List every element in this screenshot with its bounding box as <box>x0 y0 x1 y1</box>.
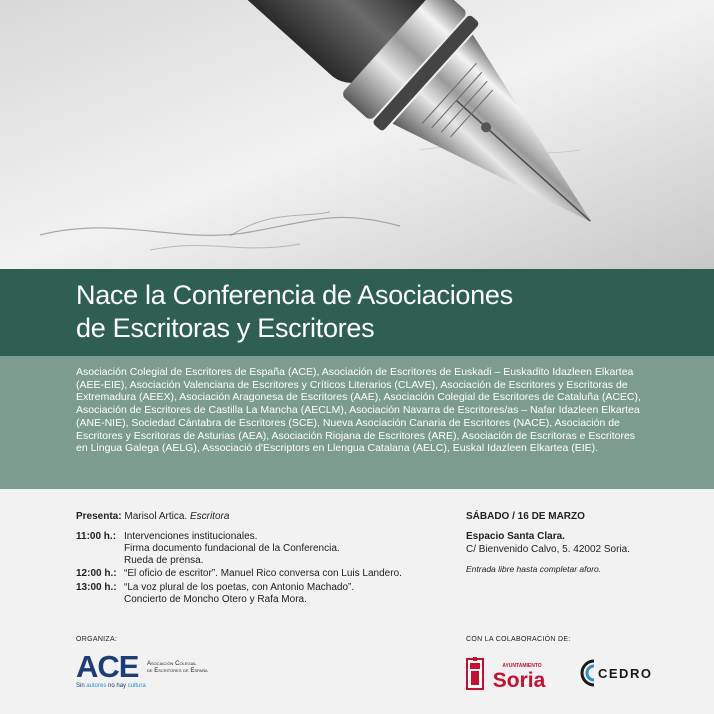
ace-full-name: Asociación Colegial de Escritores de España <box>147 661 208 674</box>
organiza-label: ORGANIZA: <box>76 636 118 643</box>
ayuntamiento-soria-logo <box>466 656 556 692</box>
soria-logo-text: Soria <box>492 669 546 692</box>
schedule-line: “El oficio de escritor”. Manuel Rico conversa con Luis Landero. <box>124 568 402 580</box>
schedule-time: 11:00 h.: <box>76 531 117 542</box>
schedule-item <box>76 582 402 606</box>
ace-tagline: Sin autores no hay cultura <box>76 683 146 689</box>
page-title <box>76 279 696 345</box>
event-venue: Espacio Santa Clara. <box>466 531 565 542</box>
schedule-line: Intervenciones institucionales. <box>124 531 258 542</box>
hero-pen-image <box>0 0 714 269</box>
cedro-logo-text: CEDRO <box>598 666 653 681</box>
title-line-2: de Escritoras y Escritores <box>76 313 375 343</box>
event-address: C/ Bienvenido Calvo, 5. 42002 Soria. <box>466 544 630 555</box>
schedule-item <box>76 568 402 580</box>
schedule <box>76 531 402 608</box>
schedule-time: 13:00 h.: <box>76 582 117 594</box>
presenter-name: Marisol Artica. <box>124 511 188 522</box>
schedule-line: Concierto de Moncho Otero y Rafa Mora. <box>124 593 307 605</box>
soria-shield-icon <box>467 657 483 689</box>
associations-list: Asociación Colegial de Escritores de España (ACE), Asociación de Escritores de Euskadi – Euskadito Idazleen Elkartea (AEE-EIE), Asociación Valenciana de Escritores y Críticos Literarios (CLAVE), Asociación de Escritores y Escritoras de Extremadura (AEEX), Asociación Aragonesa de Escritores (AAE), Asociación Colegial de Escritores de Cataluña (ACEC), Asociación de Escritores de Castilla La Mancha (AECLM), Asociación Navarra de Escritores/as – Nafar Idazleen Elkartea (ANE-NIE), Sociedad Cántabra de Escritores (SCE), Nueva Asociación Canaria de Escritores (NACE), Asociación de Escritores y Escritoras de Asturias (AEA), Asociación Riojana de Escritores (ARE), Asociación de Escritoras e Escritores en Lingua Galega (AELG), Associació d'Escriptors en Llengua Catalana (AELC), Euskal Idazleen Elkartea (EIE). <box>76 366 641 455</box>
ace-acronym: ACE <box>76 649 139 684</box>
cedro-emblem-icon <box>582 661 594 685</box>
presenter <box>76 511 229 522</box>
fountain-pen-illustration <box>0 0 714 269</box>
event-date: SÁBADO / 16 DE MARZO <box>466 511 585 522</box>
schedule-line: Firma documento fundacional de la Conferencia. <box>124 542 340 554</box>
title-line-1: Nace la Conferencia de Asociaciones <box>76 280 513 310</box>
presenter-role: Escritora <box>189 511 230 522</box>
schedule-line: Rueda de prensa. <box>124 554 204 566</box>
schedule-time: 12:00 h.: <box>76 568 117 580</box>
schedule-item <box>76 531 402 566</box>
colaboracion-label: CON LA COLABORACIÓN DE: <box>466 636 571 643</box>
event-entry-note: Entrada libre hasta completar aforo. <box>466 564 602 574</box>
schedule-line: “La voz plural de los poetas, con Antonio Machado”. <box>124 582 355 594</box>
presenter-label: Presenta: <box>76 511 122 522</box>
cedro-logo <box>578 657 668 689</box>
soria-logo-small-text: AYUNTAMIENTO <box>502 663 542 669</box>
